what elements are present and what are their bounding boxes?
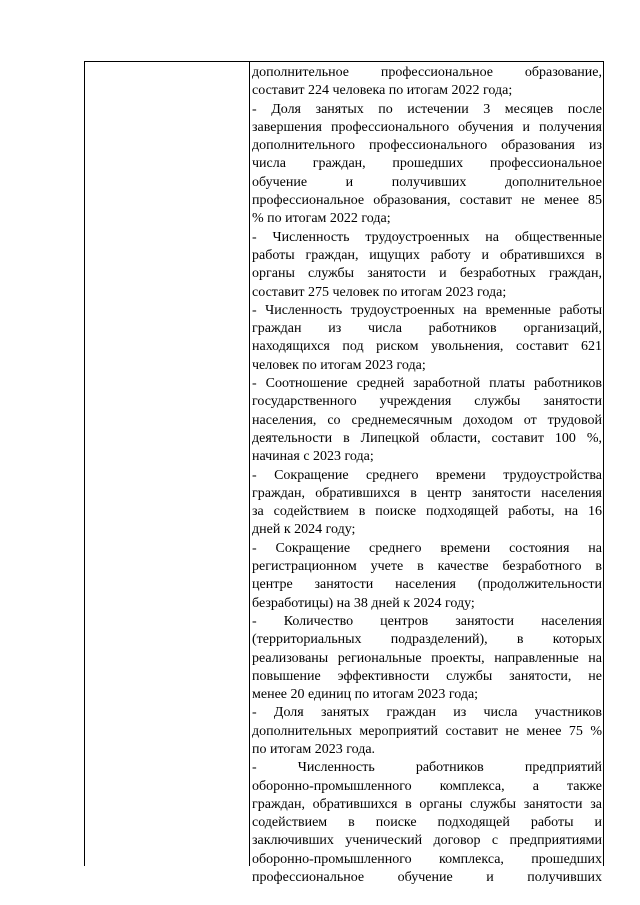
text-line: деятельности в Липецкой области, составит 100 %, bbox=[252, 430, 602, 446]
document-table bbox=[84, 61, 604, 886]
text-line: - Численность работников предприятий bbox=[252, 760, 602, 776]
text-line: заключивших ученический договор с предприятиями bbox=[252, 833, 602, 849]
text-line: граждан, обратившихся в центр занятости населения bbox=[252, 485, 602, 501]
text-line: оборонно-промышленного комплекса, а также bbox=[252, 778, 602, 794]
text-line: - Сокращение среднего времени состояния на bbox=[252, 540, 602, 556]
text-line: начиная с 2023 года; bbox=[252, 449, 374, 465]
text-line: находящихся под риском увольнения, составит 621 bbox=[252, 339, 602, 355]
text-line: - Доля занятых граждан из числа участников bbox=[252, 705, 602, 721]
text-line: за содействием в поиске подходящей работы, на 16 bbox=[252, 504, 602, 520]
text-line: содействием в поиске подходящей работы и bbox=[252, 815, 602, 831]
right-column-text bbox=[252, 64, 602, 887]
text-line: населения, со среднемесячным доходом от трудовой bbox=[252, 412, 602, 428]
text-line: - Сокращение среднего времени трудоустройства bbox=[252, 467, 602, 483]
text-line: - Доля занятых по истечении 3 месяцев после bbox=[252, 101, 602, 117]
text-line: (территориальных подразделений), в которых bbox=[252, 632, 602, 648]
text-line: повышение эффективности службы занятости, не bbox=[252, 668, 602, 684]
text-line: дополнительное профессиональное образование, bbox=[252, 65, 602, 80]
text-line: профессиональное образования, составит не менее 85 bbox=[252, 193, 602, 209]
text-line: органы службы занятости и безработных граждан, bbox=[252, 266, 602, 282]
text-line: по итогам 2023 года. bbox=[252, 741, 376, 757]
text-line: числа граждан, прошедших профессиональное bbox=[252, 156, 602, 172]
text-line: центре занятости населения (продолжительности bbox=[252, 577, 602, 593]
text-line: дополнительного профессионального образования из bbox=[252, 138, 602, 154]
text-line: государственного учреждения службы занятости bbox=[252, 394, 602, 410]
text-line: работы граждан, ищущих работу и обратившихся в bbox=[252, 247, 602, 263]
text-line: дополнительных мероприятий составит не менее 75 % bbox=[252, 723, 602, 739]
text-line: реализованы региональные проекты, направленные на bbox=[252, 650, 602, 666]
text-line: - Количество центров занятости населения bbox=[252, 613, 602, 629]
text-line: составит 275 человек по итогам 2023 года; bbox=[252, 284, 507, 300]
text-line: обучение и получивших дополнительное bbox=[252, 174, 602, 190]
text-line: составит 224 человека по итогам 2022 года; bbox=[252, 83, 513, 99]
text-line: оборонно-промышленного комплекса, прошедших bbox=[252, 851, 602, 867]
text-line: завершения профессионального обучения и получения bbox=[252, 119, 602, 135]
column-divider bbox=[249, 62, 250, 866]
text-line: граждан из числа работников организаций, bbox=[252, 321, 602, 337]
text-line: регистрационном учете в качестве безработного в bbox=[252, 559, 602, 575]
left-column-cell bbox=[85, 62, 249, 866]
text-line: менее 20 единиц по итогам 2023 года; bbox=[252, 687, 479, 703]
text-line: профессиональное обучение и получивших bbox=[252, 870, 602, 886]
text-line: % по итогам 2022 года; bbox=[252, 211, 391, 227]
text-line: дней к 2024 году; bbox=[252, 522, 356, 538]
text-line: - Соотношение средней заработной платы работников bbox=[252, 376, 602, 392]
text-line: граждан, обратившихся в органы службы занятости за bbox=[252, 796, 602, 812]
text-line: человек по итогам 2023 года; bbox=[252, 357, 426, 373]
text-line: - Численность трудоустроенных на общественные bbox=[252, 229, 602, 245]
text-line: безработицы) на 38 дней к 2024 году; bbox=[252, 595, 475, 611]
text-line: - Численность трудоустроенных на временные работы bbox=[252, 302, 602, 318]
